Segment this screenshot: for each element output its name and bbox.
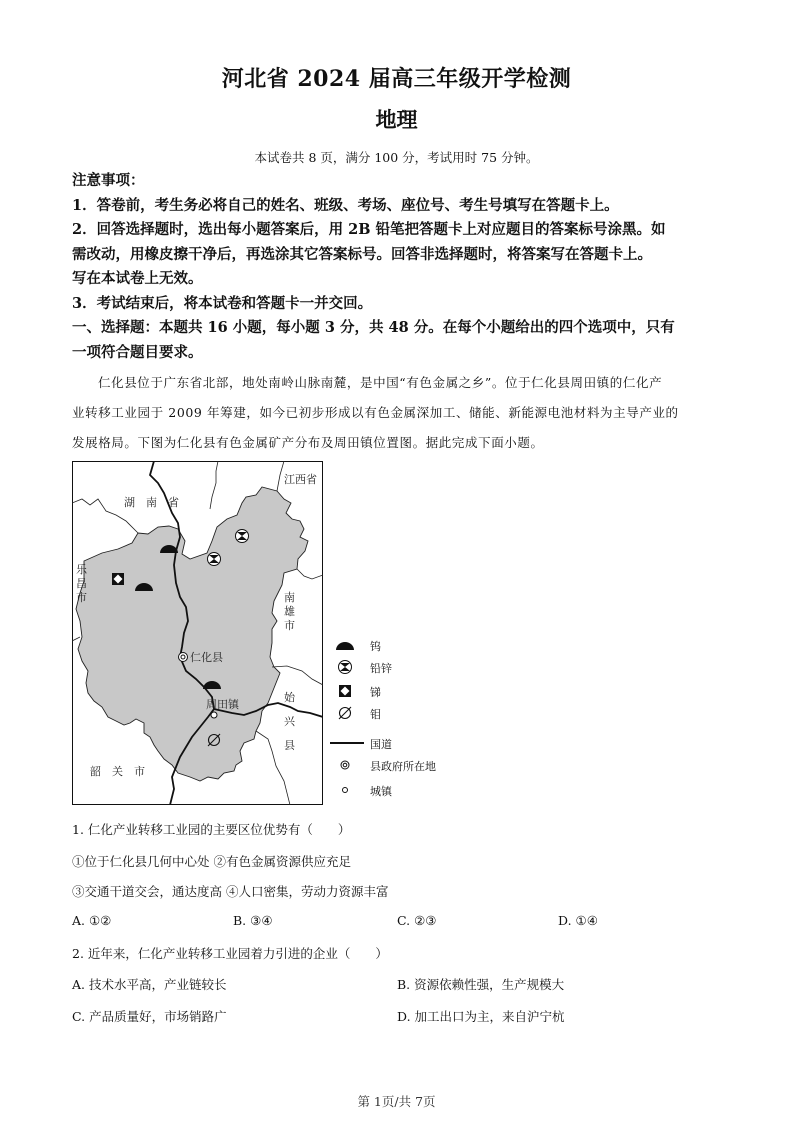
question-2-option-a[interactable]: A. 技术水平高，产业链较长 bbox=[72, 977, 227, 992]
legend-label: 锑 bbox=[370, 686, 381, 699]
label-lechang: 昌 bbox=[76, 577, 87, 590]
town-circle-icon bbox=[211, 712, 217, 718]
lead-zinc-circle-icon bbox=[330, 658, 360, 676]
renhua-mineral-map bbox=[72, 461, 323, 805]
label-shixing: 兴 bbox=[284, 715, 295, 728]
tungsten-semicircle-icon bbox=[330, 636, 360, 654]
label-nanxiong: 南 bbox=[284, 591, 295, 604]
label-shixing: 始 bbox=[284, 691, 295, 704]
question-2-stem: 2. 近年来，仁化产业转移工业园着力引进的企业（ ） bbox=[72, 946, 388, 961]
legend-label: 铅锌 bbox=[370, 662, 392, 675]
notice-line: 1．答卷前，考生务必将自己的姓名、班级、考场、座位号、考生号填写在答题卡上。 bbox=[72, 196, 619, 214]
lead-zinc-circle-icon bbox=[236, 530, 249, 543]
passage-line: 业转移工业园于 2009 年筹建，如今已初步形成以有色金属深加工、储能、新能源电池材料为主导产业的 bbox=[72, 405, 679, 420]
county-seat-double-circle-icon bbox=[330, 756, 360, 774]
notice-line: 需改动，用橡皮擦干净后，再选涂其它答案标号。回答非选择题时，将答案写在答题卡上。 bbox=[72, 245, 652, 263]
label-zhoutian-town: 周田镇 bbox=[206, 698, 239, 711]
section-heading: 一项符合题目要求。 bbox=[72, 343, 203, 361]
legend-label: 国道 bbox=[370, 738, 392, 751]
label-shixing: 县 bbox=[284, 739, 295, 752]
label-nanxiong: 市 bbox=[284, 619, 295, 632]
notice-heading: 注意事项： bbox=[72, 172, 145, 189]
passage-line: 仁化县位于广东省北部，地处南岭山脉南麓，是中国“有色金属之乡”。位于仁化县周田镇的仁化产 bbox=[98, 375, 663, 390]
reading-passage bbox=[72, 368, 732, 458]
question-1-option-b[interactable]: B. ③④ bbox=[233, 913, 273, 928]
question-1-statement: ③交通干道交会，通达度高 ④人口密集，劳动力资源丰富 bbox=[72, 884, 389, 899]
notice-line: 3．考试结束后，将本试卷和答题卡一并交回。 bbox=[72, 294, 373, 312]
subject-title: 地理 bbox=[375, 107, 418, 132]
legend-label: 钨 bbox=[370, 640, 381, 653]
antimony-diamond-icon bbox=[330, 682, 360, 700]
national-road-line-icon bbox=[326, 734, 364, 752]
section-heading: 一、选择题：本题共 16 小题，每小题 3 分，共 48 分。在每个小题给出的四个选项中，只有 bbox=[72, 319, 675, 336]
question-2-option-d[interactable]: D. 加工出口为主，来自沪宁杭 bbox=[397, 1009, 565, 1024]
question-1-stem: 1. 仁化产业转移工业园的主要区位优势有（ ） bbox=[72, 822, 351, 837]
legend-label: 县政府所在地 bbox=[370, 760, 436, 773]
label-renhua-county: 仁化县 bbox=[190, 651, 223, 664]
town-circle-icon bbox=[330, 781, 360, 799]
county-seat-double-circle-icon bbox=[179, 653, 188, 662]
notice-line: 2．回答选择题时，选出每小题答案后，用 2B 铅笔把答题卡上对应题目的答案标号涂黑。如 bbox=[72, 221, 666, 238]
antimony-diamond-icon bbox=[112, 573, 124, 585]
label-lechang: 乐 bbox=[76, 563, 87, 576]
label-nanxiong: 雄 bbox=[284, 605, 295, 618]
question-2-option-c[interactable]: C. 产品质量好，市场销路广 bbox=[72, 1009, 227, 1024]
label-jiangxi: 江西省 bbox=[284, 473, 317, 486]
page-number: 第 1页/共 7页 bbox=[357, 1094, 436, 1109]
legend-label: 城镇 bbox=[370, 785, 392, 798]
label-lechang: 市 bbox=[76, 591, 87, 604]
lead-zinc-circle-icon bbox=[208, 553, 221, 566]
exam-title: 河北省 2024 届高三年级开学检测 bbox=[221, 66, 572, 92]
passage-line: 发展格局。下图为仁化县有色金属矿产分布及周田镇位置图。据此完成下面小题。 bbox=[72, 435, 544, 450]
label-shaoguan: 韶 关 市 bbox=[90, 765, 145, 778]
exam-meta: 本试卷共 8 页，满分 100 分，考试用时 75 分钟。 bbox=[254, 150, 539, 165]
notice-line: 写在本试卷上无效。 bbox=[72, 270, 203, 287]
molybdenum-slashed-circle-icon bbox=[330, 704, 360, 722]
legend-label: 钼 bbox=[370, 708, 381, 721]
question-1-option-a[interactable]: A. ①② bbox=[72, 913, 112, 928]
notice-section bbox=[72, 169, 732, 365]
question-1-option-c[interactable]: C. ②③ bbox=[397, 913, 437, 928]
question-1-statement: ①位于仁化县几何中心处 ②有色金属资源供应充足 bbox=[72, 854, 351, 869]
question-1-option-d[interactable]: D. ①④ bbox=[558, 913, 598, 928]
question-2-option-b[interactable]: B. 资源依赖性强，生产规模大 bbox=[397, 977, 565, 992]
label-hunan: 湖 南 省 bbox=[124, 496, 179, 509]
